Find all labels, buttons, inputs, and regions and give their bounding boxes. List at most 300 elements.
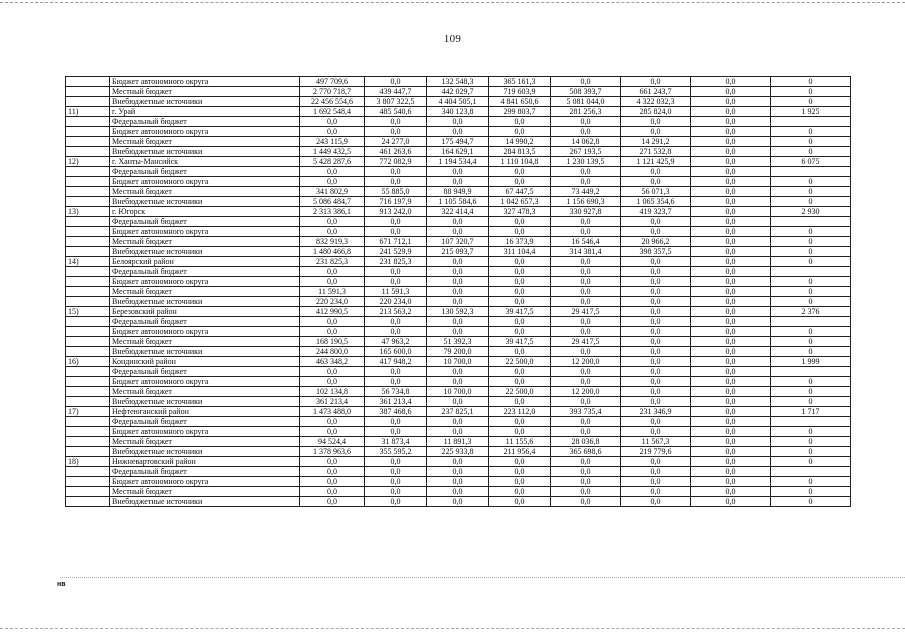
row-number-cell: 11) xyxy=(66,107,110,117)
value-cell: 299 803,7 xyxy=(489,107,551,117)
value-cell: 1 110 104,8 xyxy=(489,157,551,167)
value-cell: 0,0 xyxy=(300,497,365,507)
row-number-cell: 13) xyxy=(66,207,110,217)
value-cell: 0,0 xyxy=(691,367,771,377)
row-name-cell: Бюджет автономного округа xyxy=(110,427,300,437)
value-cell: 508 393,7 xyxy=(551,87,621,97)
value-cell: 0 xyxy=(771,77,851,87)
value-cell: 14 062,8 xyxy=(551,137,621,147)
row-number-cell xyxy=(66,377,110,387)
table-row xyxy=(66,457,851,467)
page-number: 109 xyxy=(443,33,462,45)
value-cell: 2 313 386,1 xyxy=(300,207,365,217)
value-cell: 0,0 xyxy=(300,217,365,227)
row-name-cell: Федеральный бюджет xyxy=(110,117,300,127)
value-cell: 0,0 xyxy=(551,77,621,87)
row-number-cell xyxy=(66,317,110,327)
value-cell: 73 449,2 xyxy=(551,187,621,197)
row-number-cell xyxy=(66,417,110,427)
row-name-cell: Федеральный бюджет xyxy=(110,217,300,227)
table-row xyxy=(66,277,851,287)
value-cell: 0,0 xyxy=(621,367,691,377)
row-number-cell xyxy=(66,337,110,347)
value-cell: 0,0 xyxy=(621,77,691,87)
value-cell: 0,0 xyxy=(551,317,621,327)
value-cell: 0,0 xyxy=(621,227,691,237)
value-cell: 0,0 xyxy=(621,377,691,387)
row-name-cell: Белоярский район xyxy=(110,257,300,267)
value-cell: 0,0 xyxy=(621,477,691,487)
value-cell: 0,0 xyxy=(691,417,771,427)
value-cell: 0,0 xyxy=(691,437,771,447)
value-cell: 0,0 xyxy=(427,327,489,337)
row-name-cell: Внебюджетные источники xyxy=(110,147,300,157)
value-cell: 0,0 xyxy=(365,77,427,87)
value-cell: 29 417,5 xyxy=(551,307,621,317)
row-number-cell: 18) xyxy=(66,457,110,467)
row-name-cell: Бюджет автономного округа xyxy=(110,477,300,487)
value-cell: 16 373,9 xyxy=(489,237,551,247)
table-row xyxy=(66,397,851,407)
value-cell: 0 xyxy=(771,287,851,297)
value-cell: 442 029,7 xyxy=(427,87,489,97)
value-cell: 0,0 xyxy=(427,487,489,497)
value-cell: 0,0 xyxy=(365,317,427,327)
value-cell: 1 999 xyxy=(771,357,851,367)
value-cell: 0,0 xyxy=(489,127,551,137)
footer-mark: нв xyxy=(57,581,66,588)
row-name-cell: Федеральный бюджет xyxy=(110,417,300,427)
row-number-cell: 12) xyxy=(66,157,110,167)
value-cell: 0 xyxy=(771,397,851,407)
value-cell: 11 155,6 xyxy=(489,437,551,447)
value-cell: 0 xyxy=(771,327,851,337)
value-cell: 0,0 xyxy=(621,497,691,507)
table-row xyxy=(66,467,851,477)
value-cell: 0,0 xyxy=(691,167,771,177)
value-cell: 0,0 xyxy=(691,257,771,267)
value-cell: 0,0 xyxy=(691,227,771,237)
value-cell: 1 156 690,3 xyxy=(551,197,621,207)
value-cell: 1 121 425,9 xyxy=(621,157,691,167)
value-cell: 832 919,3 xyxy=(300,237,365,247)
value-cell: 0,0 xyxy=(365,417,427,427)
value-cell: 67 447,5 xyxy=(489,187,551,197)
row-name-cell: Бюджет автономного округа xyxy=(110,77,300,87)
row-number-cell xyxy=(66,127,110,137)
row-name-cell: Бюджет автономного округа xyxy=(110,377,300,387)
value-cell: 0,0 xyxy=(427,377,489,387)
value-cell: 0,0 xyxy=(427,117,489,127)
row-number-cell xyxy=(66,197,110,207)
value-cell xyxy=(771,467,851,477)
value-cell: 0,0 xyxy=(551,117,621,127)
table-row xyxy=(66,407,851,417)
value-cell: 355 595,2 xyxy=(365,447,427,457)
value-cell: 0,0 xyxy=(300,117,365,127)
value-cell: 0,0 xyxy=(691,407,771,417)
value-cell: 0,0 xyxy=(551,217,621,227)
table-row xyxy=(66,377,851,387)
value-cell: 0 xyxy=(771,177,851,187)
value-cell: 0,0 xyxy=(621,387,691,397)
value-cell: 0,0 xyxy=(300,277,365,287)
value-cell: 322 414,4 xyxy=(427,207,489,217)
value-cell: 0,0 xyxy=(621,457,691,467)
value-cell: 165 600,0 xyxy=(365,347,427,357)
row-number-cell xyxy=(66,427,110,437)
value-cell: 231 346,9 xyxy=(621,407,691,417)
value-cell: 0,0 xyxy=(551,497,621,507)
value-cell: 0,0 xyxy=(551,367,621,377)
value-cell: 461 263,6 xyxy=(365,147,427,157)
value-cell: 39 417,5 xyxy=(489,307,551,317)
value-cell: 0,0 xyxy=(365,497,427,507)
value-cell: 244 800,0 xyxy=(300,347,365,357)
value-cell: 0 xyxy=(771,277,851,287)
value-cell: 220 234,0 xyxy=(365,297,427,307)
value-cell: 0,0 xyxy=(300,377,365,387)
value-cell: 0 xyxy=(771,197,851,207)
row-number-cell xyxy=(66,227,110,237)
value-cell: 0 xyxy=(771,127,851,137)
value-cell: 12 200,0 xyxy=(551,357,621,367)
value-cell: 0,0 xyxy=(691,467,771,477)
value-cell: 0,0 xyxy=(691,477,771,487)
value-cell: 231 825,3 xyxy=(300,257,365,267)
row-name-cell: Бюджет автономного округа xyxy=(110,277,300,287)
value-cell: 661 243,7 xyxy=(621,87,691,97)
value-cell: 0,0 xyxy=(300,457,365,467)
table-row xyxy=(66,77,851,87)
value-cell: 175 494,7 xyxy=(427,137,489,147)
value-cell: 0,0 xyxy=(427,277,489,287)
value-cell: 0,0 xyxy=(691,457,771,467)
value-cell: 0,0 xyxy=(691,77,771,87)
value-cell: 215 093,7 xyxy=(427,247,489,257)
row-name-cell: Федеральный бюджет xyxy=(110,467,300,477)
value-cell: 1 042 657,3 xyxy=(489,197,551,207)
value-cell: 0,0 xyxy=(427,267,489,277)
value-cell: 0,0 xyxy=(489,217,551,227)
row-number-cell xyxy=(66,137,110,147)
footer-rule xyxy=(60,577,905,578)
value-cell: 463 348,2 xyxy=(300,357,365,367)
value-cell: 0,0 xyxy=(691,397,771,407)
value-cell: 439 447,7 xyxy=(365,87,427,97)
value-cell: 0 xyxy=(771,137,851,147)
value-cell: 0,0 xyxy=(365,457,427,467)
row-name-cell: Внебюджетные источники xyxy=(110,197,300,207)
value-cell: 5 428 287,6 xyxy=(300,157,365,167)
value-cell: 0,0 xyxy=(427,467,489,477)
value-cell xyxy=(771,167,851,177)
value-cell: 0,0 xyxy=(300,477,365,487)
row-name-cell: Местный бюджет xyxy=(110,187,300,197)
row-number-cell xyxy=(66,497,110,507)
value-cell: 0 xyxy=(771,337,851,347)
value-cell: 231 825,3 xyxy=(365,257,427,267)
value-cell: 0 xyxy=(771,87,851,97)
table-row xyxy=(66,247,851,257)
value-cell: 0,0 xyxy=(621,267,691,277)
value-cell: 0,0 xyxy=(427,497,489,507)
value-cell: 0,0 xyxy=(365,167,427,177)
table-row xyxy=(66,87,851,97)
value-cell: 3 807 322,5 xyxy=(365,97,427,107)
row-number-cell xyxy=(66,117,110,127)
value-cell: 341 802,9 xyxy=(300,187,365,197)
row-name-cell: Местный бюджет xyxy=(110,237,300,247)
value-cell: 0,0 xyxy=(489,267,551,277)
value-cell: 168 190,5 xyxy=(300,337,365,347)
value-cell: 0,0 xyxy=(621,317,691,327)
value-cell: 0,0 xyxy=(621,177,691,187)
table-row xyxy=(66,167,851,177)
value-cell: 361 213,4 xyxy=(365,397,427,407)
value-cell: 219 779,6 xyxy=(621,447,691,457)
row-number-cell xyxy=(66,437,110,447)
value-cell: 0,0 xyxy=(551,347,621,357)
value-cell: 47 963,2 xyxy=(365,337,427,347)
value-cell: 0,0 xyxy=(427,427,489,437)
value-cell: 0,0 xyxy=(551,227,621,237)
value-cell: 0,0 xyxy=(691,307,771,317)
table-row xyxy=(66,347,851,357)
value-cell: 330 927,8 xyxy=(551,207,621,217)
value-cell: 22 500,0 xyxy=(489,387,551,397)
row-name-cell: Бюджет автономного округа xyxy=(110,127,300,137)
value-cell: 223 112,0 xyxy=(489,407,551,417)
value-cell: 267 193,5 xyxy=(551,147,621,157)
row-number-cell xyxy=(66,297,110,307)
value-cell: 0,0 xyxy=(489,497,551,507)
row-number-cell xyxy=(66,287,110,297)
row-name-cell: Березовский район xyxy=(110,307,300,317)
value-cell: 0,0 xyxy=(365,487,427,497)
value-cell: 0,0 xyxy=(489,287,551,297)
value-cell: 0,0 xyxy=(691,127,771,137)
value-cell: 0,0 xyxy=(300,427,365,437)
value-cell: 0,0 xyxy=(691,487,771,497)
value-cell: 12 200,0 xyxy=(551,387,621,397)
value-cell: 10 700,0 xyxy=(427,387,489,397)
value-cell: 10 700,0 xyxy=(427,357,489,367)
value-cell: 0,0 xyxy=(691,107,771,117)
table-row xyxy=(66,337,851,347)
value-cell xyxy=(771,217,851,227)
value-cell: 11 567,3 xyxy=(621,437,691,447)
row-name-cell: Внебюджетные источники xyxy=(110,297,300,307)
row-name-cell: Бюджет автономного округа xyxy=(110,227,300,237)
value-cell: 24 277,0 xyxy=(365,137,427,147)
value-cell: 0,0 xyxy=(489,457,551,467)
value-cell: 1 378 963,6 xyxy=(300,447,365,457)
value-cell: 0,0 xyxy=(691,427,771,437)
value-cell: 0,0 xyxy=(365,327,427,337)
value-cell: 1 230 139,5 xyxy=(551,157,621,167)
value-cell: 314 381,4 xyxy=(551,247,621,257)
value-cell: 22 500,0 xyxy=(489,357,551,367)
value-cell: 0,0 xyxy=(427,477,489,487)
value-cell: 225 933,8 xyxy=(427,447,489,457)
value-cell: 419 323,7 xyxy=(621,207,691,217)
table-row xyxy=(66,387,851,397)
value-cell: 0,0 xyxy=(427,167,489,177)
row-number-cell xyxy=(66,167,110,177)
row-number-cell: 16) xyxy=(66,357,110,367)
value-cell: 164 629,1 xyxy=(427,147,489,157)
value-cell xyxy=(771,367,851,377)
value-cell: 0 xyxy=(771,447,851,457)
row-number-cell xyxy=(66,87,110,97)
value-cell: 0,0 xyxy=(551,177,621,187)
value-cell: 1 194 534,4 xyxy=(427,157,489,167)
value-cell: 340 123,8 xyxy=(427,107,489,117)
value-cell: 0,0 xyxy=(365,127,427,137)
value-cell: 0,0 xyxy=(551,477,621,487)
value-cell: 0,0 xyxy=(551,457,621,467)
value-cell: 1 480 466,8 xyxy=(300,247,365,257)
table-row xyxy=(66,477,851,487)
value-cell: 0,0 xyxy=(489,297,551,307)
value-cell: 0,0 xyxy=(691,217,771,227)
row-name-cell: Федеральный бюджет xyxy=(110,167,300,177)
value-cell: 0,0 xyxy=(300,487,365,497)
value-cell: 0,0 xyxy=(551,297,621,307)
value-cell: 31 873,4 xyxy=(365,437,427,447)
row-number-cell xyxy=(66,147,110,157)
row-number-cell: 14) xyxy=(66,257,110,267)
value-cell: 14 291,2 xyxy=(621,137,691,147)
value-cell: 0,0 xyxy=(621,117,691,127)
row-number-cell xyxy=(66,187,110,197)
row-name-cell: Нижневартовский район xyxy=(110,457,300,467)
budget-table xyxy=(65,76,851,507)
value-cell: 0,0 xyxy=(691,297,771,307)
value-cell: 0,0 xyxy=(621,277,691,287)
row-number-cell xyxy=(66,397,110,407)
value-cell: 281 256,3 xyxy=(551,107,621,117)
value-cell: 1 692 548,4 xyxy=(300,107,365,117)
table-row xyxy=(66,367,851,377)
value-cell: 0,0 xyxy=(691,117,771,127)
value-cell: 0 xyxy=(771,457,851,467)
row-number-cell xyxy=(66,177,110,187)
table-row xyxy=(66,287,851,297)
value-cell: 0 xyxy=(771,147,851,157)
row-number-cell xyxy=(66,277,110,287)
value-cell: 0,0 xyxy=(621,217,691,227)
value-cell: 5 081 044,0 xyxy=(551,97,621,107)
row-number-cell xyxy=(66,217,110,227)
value-cell: 0,0 xyxy=(427,127,489,137)
value-cell: 0,0 xyxy=(691,267,771,277)
value-cell: 0,0 xyxy=(691,177,771,187)
value-cell: 0,0 xyxy=(621,327,691,337)
table-row xyxy=(66,217,851,227)
value-cell: 0,0 xyxy=(691,357,771,367)
value-cell: 211 956,4 xyxy=(489,447,551,457)
value-cell: 0,0 xyxy=(489,167,551,177)
value-cell: 671 712,1 xyxy=(365,237,427,247)
value-cell: 0,0 xyxy=(300,267,365,277)
value-cell: 417 948,2 xyxy=(365,357,427,367)
value-cell: 0,0 xyxy=(691,147,771,157)
value-cell: 51 392,3 xyxy=(427,337,489,347)
value-cell: 0,0 xyxy=(300,417,365,427)
table-row xyxy=(66,137,851,147)
value-cell: 243 115,9 xyxy=(300,137,365,147)
value-cell: 0,0 xyxy=(427,397,489,407)
value-cell: 0,0 xyxy=(300,177,365,187)
value-cell: 0,0 xyxy=(691,387,771,397)
value-cell: 0 xyxy=(771,97,851,107)
table-row xyxy=(66,127,851,137)
row-number-cell xyxy=(66,237,110,247)
value-cell: 0,0 xyxy=(489,227,551,237)
value-cell: 0,0 xyxy=(691,337,771,347)
value-cell: 0,0 xyxy=(691,157,771,167)
value-cell: 271 532,8 xyxy=(621,147,691,157)
table-row xyxy=(66,157,851,167)
value-cell: 0,0 xyxy=(489,397,551,407)
value-cell: 0,0 xyxy=(691,97,771,107)
table-row xyxy=(66,307,851,317)
value-cell: 0,0 xyxy=(621,467,691,477)
value-cell: 0,0 xyxy=(365,467,427,477)
row-name-cell: Местный бюджет xyxy=(110,387,300,397)
value-cell: 11 891,3 xyxy=(427,437,489,447)
value-cell: 0,0 xyxy=(691,277,771,287)
value-cell: 0,0 xyxy=(300,127,365,137)
table-row xyxy=(66,227,851,237)
value-cell: 28 036,8 xyxy=(551,437,621,447)
value-cell: 0,0 xyxy=(427,177,489,187)
value-cell: 0,0 xyxy=(489,427,551,437)
row-name-cell: Федеральный бюджет xyxy=(110,317,300,327)
row-number-cell xyxy=(66,447,110,457)
value-cell: 1 105 584,6 xyxy=(427,197,489,207)
value-cell: 0,0 xyxy=(691,247,771,257)
value-cell: 56 071,3 xyxy=(621,187,691,197)
row-number-cell xyxy=(66,477,110,487)
value-cell: 55 885,0 xyxy=(365,187,427,197)
top-scan-rule xyxy=(0,2,905,3)
value-cell: 0,0 xyxy=(621,397,691,407)
value-cell: 4 322 032,3 xyxy=(621,97,691,107)
value-cell: 16 546,4 xyxy=(551,237,621,247)
value-cell: 0 xyxy=(771,247,851,257)
value-cell: 0,0 xyxy=(427,217,489,227)
value-cell: 220 234,0 xyxy=(300,297,365,307)
value-cell: 79 200,0 xyxy=(427,347,489,357)
value-cell: 393 735,4 xyxy=(551,407,621,417)
value-cell: 0,0 xyxy=(300,167,365,177)
table-row xyxy=(66,107,851,117)
table-row xyxy=(66,417,851,427)
row-number-cell xyxy=(66,367,110,377)
value-cell: 130 592,3 xyxy=(427,307,489,317)
table-row xyxy=(66,97,851,107)
value-cell: 0,0 xyxy=(365,227,427,237)
value-cell: 0,0 xyxy=(691,87,771,97)
value-cell: 0,0 xyxy=(551,287,621,297)
value-cell: 0,0 xyxy=(551,377,621,387)
value-cell: 0,0 xyxy=(621,297,691,307)
table-row xyxy=(66,187,851,197)
value-cell: 0,0 xyxy=(691,187,771,197)
